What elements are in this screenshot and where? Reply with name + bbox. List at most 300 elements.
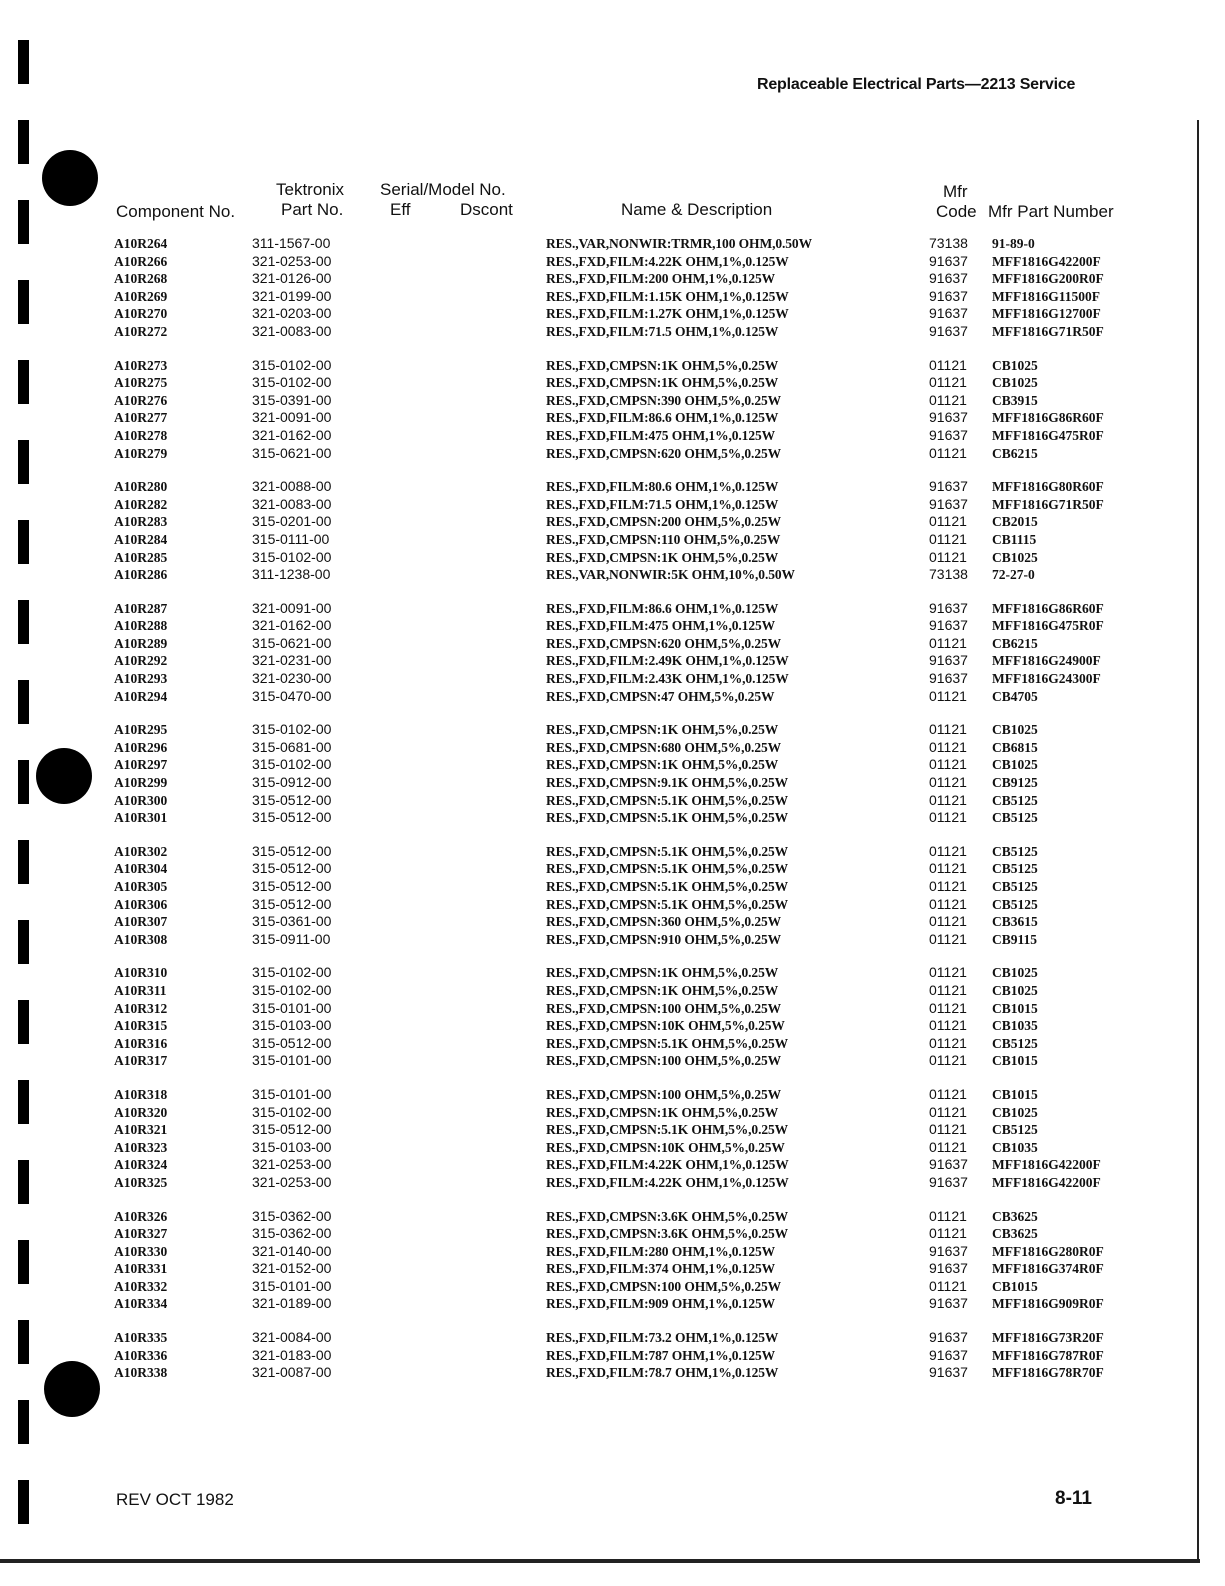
mfr-code: 01121 <box>929 964 967 981</box>
component-no: A10R299 <box>114 775 168 791</box>
col-header-name-desc: Name & Description <box>621 200 773 219</box>
table-row <box>108 1278 1118 1296</box>
mfr-part-number: MFF1816G71R50F <box>992 496 1104 512</box>
mfr-code: 91637 <box>929 252 968 269</box>
mfr-code: 01121 <box>929 374 967 391</box>
name-description: RES.,FXD,CMPSN:910 OHM,5%,0.25W <box>546 931 782 947</box>
mfr-part-number: CB1035 <box>992 1139 1038 1155</box>
name-description: RES.,FXD,FILM:86.6 OHM,1%,0.125W <box>546 410 779 426</box>
tek-part-no: 315-0102-00 <box>252 374 332 391</box>
tek-part-no: 321-0152-00 <box>252 1260 332 1277</box>
component-no: A10R272 <box>114 323 168 339</box>
table-row <box>108 1121 1118 1139</box>
mfr-code: 01121 <box>929 860 967 877</box>
component-no: A10R335 <box>114 1330 168 1346</box>
name-description: RES.,FXD,CMPSN:100 OHM,5%,0.25W <box>546 1278 782 1294</box>
component-no: A10R312 <box>114 1000 168 1016</box>
mfr-part-number: CB1025 <box>992 965 1038 981</box>
name-description: RES.,FXD,CMPSN:5.1K OHM,5%,0.25W <box>546 1122 789 1138</box>
tek-part-no: 315-0512-00 <box>252 791 332 808</box>
table-row <box>108 513 1118 531</box>
mfr-part-number: 91-89-0 <box>992 236 1035 251</box>
mfr-part-number: MFF1816G909R0F <box>992 1296 1104 1312</box>
mfr-part-number: CB6215 <box>992 445 1038 461</box>
mfr-code: 01121 <box>929 930 967 947</box>
name-description: RES.,VAR,NONWIR:5K OHM,10%,0.50W <box>546 567 795 583</box>
component-no: A10R331 <box>114 1261 168 1277</box>
mfr-code: 01121 <box>929 1017 967 1034</box>
footer-page-number: 8-11 <box>1055 1488 1092 1509</box>
name-description: RES.,FXD,FILM:909 OHM,1%,0.125W <box>546 1296 776 1312</box>
tek-part-no: 315-0512-00 <box>252 1121 332 1138</box>
mfr-code: 91637 <box>929 1173 968 1190</box>
name-description: RES.,FXD,CMPSN:100 OHM,5%,0.25W <box>546 1053 782 1069</box>
tek-part-no: 321-0083-00 <box>252 322 332 339</box>
tek-part-no: 315-0101-00 <box>252 1085 332 1102</box>
binding-mark <box>18 200 29 244</box>
component-no: A10R273 <box>114 357 168 373</box>
component-no: A10R266 <box>114 253 168 269</box>
component-no: A10R285 <box>114 549 168 565</box>
name-description: RES.,FXD,CMPSN:10K OHM,5%,0.25W <box>546 1139 785 1155</box>
mfr-part-number: MFF1816G280R0F <box>992 1243 1104 1259</box>
tek-part-no: 311-1238-00 <box>252 566 331 583</box>
mfr-part-number: CB5125 <box>992 1035 1038 1051</box>
binding-mark <box>18 840 29 884</box>
table-row <box>108 392 1118 410</box>
component-no: A10R269 <box>114 288 168 304</box>
mfr-part-number: MFF1816G787R0F <box>992 1347 1104 1363</box>
mfr-code: 91637 <box>929 652 968 669</box>
col-header-mfr-2: Code <box>936 202 977 221</box>
component-no: A10R294 <box>114 688 168 704</box>
table-row <box>108 1017 1118 1035</box>
table-row <box>108 357 1118 375</box>
binding-mark <box>18 520 29 564</box>
name-description: RES.,FXD,FILM:4.22K OHM,1%,0.125W <box>546 1174 789 1190</box>
tek-part-no: 321-0091-00 <box>252 409 332 426</box>
name-description: RES.,FXD,FILM:1.15K OHM,1%,0.125W <box>546 288 789 304</box>
binding-mark <box>18 760 29 804</box>
table-row <box>108 913 1118 931</box>
binding-mark <box>18 600 29 644</box>
component-no: A10R279 <box>114 445 168 461</box>
mfr-code: 01121 <box>929 738 967 755</box>
component-no: A10R325 <box>114 1174 168 1190</box>
tek-part-no: 315-0621-00 <box>252 444 332 461</box>
mfr-part-number: MFF1816G24300F <box>992 671 1101 687</box>
tek-part-no: 315-0102-00 <box>252 356 332 373</box>
mfr-part-number: CB3915 <box>992 392 1038 408</box>
mfr-code: 91637 <box>929 495 968 512</box>
tek-part-no: 315-0102-00 <box>252 756 332 773</box>
name-description: RES.,FXD,CMPSN:5.1K OHM,5%,0.25W <box>546 861 789 877</box>
component-no: A10R278 <box>114 427 168 443</box>
name-description: RES.,FXD,FILM:1.27K OHM,1%,0.125W <box>546 306 789 322</box>
table-row <box>108 982 1118 1000</box>
table-row <box>108 1243 1118 1261</box>
name-description: RES.,FXD,FILM:78.7 OHM,1%,0.125W <box>546 1365 779 1381</box>
name-description: RES.,FXD,CMPSN:1K OHM,5%,0.25W <box>546 375 779 391</box>
table-row <box>108 600 1118 618</box>
mfr-part-number: CB5125 <box>992 792 1038 808</box>
table-row <box>108 1104 1118 1122</box>
name-description: RES.,FXD,FILM:4.22K OHM,1%,0.125W <box>546 1157 789 1173</box>
component-no: A10R311 <box>114 982 167 998</box>
binding-mark <box>18 1000 29 1044</box>
table-row <box>108 860 1118 878</box>
mfr-code: 91637 <box>929 270 968 287</box>
mfr-code: 01121 <box>929 1207 967 1224</box>
tek-part-no: 321-0162-00 <box>252 426 332 443</box>
component-no: A10R295 <box>114 722 168 738</box>
table-row <box>108 478 1118 496</box>
name-description: RES.,FXD,CMPSN:680 OHM,5%,0.25W <box>546 739 782 755</box>
tek-part-no: 315-0512-00 <box>252 809 332 826</box>
binding-mark <box>18 920 29 964</box>
binding-mark <box>18 1080 29 1124</box>
component-no: A10R282 <box>114 496 168 512</box>
tek-part-no: 315-0621-00 <box>252 634 332 651</box>
name-description: RES.,FXD,CMPSN:5.1K OHM,5%,0.25W <box>546 1035 789 1051</box>
table-row <box>108 270 1118 288</box>
mfr-part-number: CB2015 <box>992 514 1038 530</box>
table-row <box>108 323 1118 341</box>
mfr-part-number: CB5125 <box>992 896 1038 912</box>
mfr-code: 91637 <box>929 1364 968 1381</box>
binding-mark <box>18 280 29 324</box>
tek-part-no: 321-0162-00 <box>252 617 332 634</box>
name-description: RES.,FXD,FILM:86.6 OHM,1%,0.125W <box>546 600 779 616</box>
table-row <box>108 549 1118 567</box>
component-no: A10R318 <box>114 1086 168 1102</box>
table-row <box>108 1260 1118 1278</box>
mfr-part-number: CB1025 <box>992 375 1038 391</box>
mfr-code: 91637 <box>929 305 968 322</box>
component-no: A10R293 <box>114 671 168 687</box>
name-description: RES.,FXD,FILM:4.22K OHM,1%,0.125W <box>546 253 789 269</box>
mfr-code: 01121 <box>929 791 967 808</box>
tek-part-no: 321-0084-00 <box>252 1329 332 1346</box>
tek-part-no: 321-0199-00 <box>252 287 332 304</box>
table-row <box>108 1086 1118 1104</box>
name-description: RES.,FXD,CMPSN:5.1K OHM,5%,0.25W <box>546 792 789 808</box>
component-no: A10R330 <box>114 1243 168 1259</box>
component-no: A10R296 <box>114 739 168 755</box>
mfr-code: 91637 <box>929 1295 968 1312</box>
tek-part-no: 321-0126-00 <box>252 270 332 287</box>
tek-part-no: 321-0087-00 <box>252 1364 332 1381</box>
component-no: A10R302 <box>114 843 168 859</box>
mfr-code: 91637 <box>929 670 968 687</box>
table-row <box>108 964 1118 982</box>
mfr-code: 01121 <box>929 913 967 930</box>
mfr-code: 91637 <box>929 322 968 339</box>
tek-part-no: 315-0101-00 <box>252 999 332 1016</box>
component-no: A10R280 <box>114 479 168 495</box>
component-no: A10R270 <box>114 306 168 322</box>
col-header-dscont: Dscont <box>460 200 513 219</box>
mfr-part-number: CB4705 <box>992 688 1038 704</box>
mfr-part-number: MFF1816G73R20F <box>992 1330 1104 1346</box>
row-group <box>108 357 1118 463</box>
mfr-part-number: CB1025 <box>992 1104 1038 1120</box>
table-row <box>108 878 1118 896</box>
tek-part-no: 315-0102-00 <box>252 964 332 981</box>
mfr-code: 01121 <box>929 842 967 859</box>
table-row <box>108 409 1118 427</box>
table-row <box>108 1225 1118 1243</box>
table-row <box>108 288 1118 306</box>
tek-part-no: 315-0102-00 <box>252 721 332 738</box>
binding-mark <box>18 1400 29 1444</box>
mfr-code: 91637 <box>929 599 968 616</box>
mfr-code: 73138 <box>929 566 968 583</box>
name-description: RES.,FXD,CMPSN:3.6K OHM,5%,0.25W <box>546 1208 789 1224</box>
mfr-part-number: CB1115 <box>992 531 1037 547</box>
mfr-part-number: CB1025 <box>992 982 1038 998</box>
component-no: A10R283 <box>114 514 168 530</box>
table-row <box>108 496 1118 514</box>
table-row <box>108 670 1118 688</box>
name-description: RES.,FXD,CMPSN:110 OHM,5%,0.25W <box>546 531 781 547</box>
name-description: RES.,FXD,CMPSN:47 OHM,5%,0.25W <box>546 688 775 704</box>
mfr-part-number: MFF1816G12700F <box>992 306 1101 322</box>
mfr-code: 01121 <box>929 1085 967 1102</box>
component-no: A10R323 <box>114 1139 168 1155</box>
mfr-code: 01121 <box>929 721 967 738</box>
component-no: A10R288 <box>114 618 168 634</box>
component-no: A10R317 <box>114 1053 168 1069</box>
component-no: A10R334 <box>114 1296 168 1312</box>
tek-part-no: 315-0201-00 <box>252 513 332 530</box>
row-group <box>108 1208 1118 1314</box>
punch-hole <box>36 748 92 804</box>
tek-part-no: 315-0512-00 <box>252 878 332 894</box>
component-no: A10R327 <box>114 1226 168 1242</box>
tek-part-no: 321-0183-00 <box>252 1346 332 1363</box>
binding-mark <box>18 360 29 404</box>
mfr-part-number: CB5125 <box>992 861 1038 877</box>
mfr-code: 01121 <box>929 1225 967 1242</box>
col-header-mfr-1: Mfr <box>943 182 968 201</box>
mfr-code: 73138 <box>929 235 968 251</box>
mfr-part-number: 72-27-0 <box>992 567 1035 583</box>
row-group <box>108 235 1118 341</box>
table-row <box>108 1295 1118 1313</box>
mfr-code: 01121 <box>929 1103 967 1120</box>
table-row <box>108 774 1118 792</box>
component-no: A10R306 <box>114 896 168 912</box>
mfr-code: 01121 <box>929 391 967 408</box>
mfr-part-number: MFF1816G374R0F <box>992 1261 1104 1277</box>
binding-mark <box>18 1240 29 1284</box>
parts-table <box>108 235 1118 1398</box>
col-header-eff: Eff <box>390 200 411 219</box>
mfr-part-number: MFF1816G86R60F <box>992 410 1104 426</box>
name-description: RES.,FXD,CMPSN:5.1K OHM,5%,0.25W <box>546 879 789 894</box>
mfr-code: 91637 <box>929 1346 968 1363</box>
mfr-part-number: CB6215 <box>992 635 1038 651</box>
tek-part-no: 315-0362-00 <box>252 1207 332 1224</box>
table-row <box>108 739 1118 757</box>
name-description: RES.,FXD,CMPSN:100 OHM,5%,0.25W <box>546 1000 782 1016</box>
name-description: RES.,FXD,FILM:71.5 OHM,1%,0.125W <box>546 323 779 339</box>
component-no: A10R320 <box>114 1104 168 1120</box>
mfr-part-number: CB1025 <box>992 722 1038 738</box>
name-description: RES.,FXD,FILM:2.43K OHM,1%,0.125W <box>546 671 789 687</box>
table-row <box>108 756 1118 774</box>
mfr-code: 01121 <box>929 634 967 651</box>
table-row <box>108 896 1118 914</box>
component-no: A10R305 <box>114 879 168 894</box>
name-description: RES.,FXD,CMPSN:1K OHM,5%,0.25W <box>546 982 779 998</box>
name-description: RES.,FXD,FILM:374 OHM,1%,0.125W <box>546 1261 776 1277</box>
name-description: RES.,FXD,CMPSN:9.1K OHM,5%,0.25W <box>546 775 789 791</box>
col-header-component: Component No. <box>116 202 236 221</box>
mfr-part-number: CB1025 <box>992 357 1038 373</box>
mfr-part-number: MFF1816G475R0F <box>992 427 1104 443</box>
page-header-title: Replaceable Electrical Parts—2213 Service <box>757 76 1076 93</box>
mfr-part-number: CB3615 <box>992 914 1038 930</box>
name-description: RES.,FXD,FILM:73.2 OHM,1%,0.125W <box>546 1330 779 1346</box>
mfr-part-number: MFF1816G71R50F <box>992 323 1104 339</box>
mfr-part-number: MFF1816G42200F <box>992 253 1101 269</box>
row-group <box>108 1329 1118 1382</box>
mfr-part-number: CB9125 <box>992 775 1038 791</box>
name-description: RES.,FXD,CMPSN:1K OHM,5%,0.25W <box>546 757 779 773</box>
tek-part-no: 321-0230-00 <box>252 670 332 687</box>
tek-part-no: 315-0911-00 <box>252 930 331 947</box>
tek-part-no: 315-0103-00 <box>252 1138 332 1155</box>
table-row <box>108 253 1118 271</box>
tek-part-no: 315-0101-00 <box>252 1277 332 1294</box>
name-description: RES.,FXD,CMPSN:5.1K OHM,5%,0.25W <box>546 896 789 912</box>
mfr-part-number: MFF1816G42200F <box>992 1157 1101 1173</box>
table-row <box>108 305 1118 323</box>
mfr-part-number: CB6815 <box>992 739 1038 755</box>
mfr-code: 91637 <box>929 1156 968 1173</box>
name-description: RES.,FXD,FILM:2.49K OHM,1%,0.125W <box>546 653 789 669</box>
table-row <box>108 617 1118 635</box>
name-description: RES.,FXD,FILM:200 OHM,1%,0.125W <box>546 271 776 287</box>
tek-part-no: 315-0102-00 <box>252 1103 332 1120</box>
mfr-part-number: CB1015 <box>992 1086 1038 1102</box>
name-description: RES.,FXD,CMPSN:390 OHM,5%,0.25W <box>546 392 782 408</box>
component-no: A10R277 <box>114 410 168 426</box>
table-row <box>108 1364 1118 1382</box>
name-description: RES.,FXD,FILM:80.6 OHM,1%,0.125W <box>546 479 779 495</box>
col-header-serial: Serial/Model No. <box>380 180 506 199</box>
tek-part-no: 321-0203-00 <box>252 305 332 322</box>
mfr-code: 91637 <box>929 426 968 443</box>
mfr-code: 01121 <box>929 756 967 773</box>
component-no: A10R304 <box>114 861 168 877</box>
tek-part-no: 315-0512-00 <box>252 842 332 859</box>
binding-mark <box>18 680 29 724</box>
tek-part-no: 321-0231-00 <box>252 652 332 669</box>
table-row <box>108 688 1118 706</box>
mfr-code: 01121 <box>929 981 967 998</box>
component-no: A10R292 <box>114 653 168 669</box>
mfr-code: 01121 <box>929 548 967 565</box>
mfr-part-number: MFF1816G200R0F <box>992 271 1104 287</box>
col-header-tek-part-1: Tektronix <box>276 180 345 199</box>
component-no: A10R289 <box>114 635 168 651</box>
mfr-code: 91637 <box>929 1260 968 1277</box>
name-description: RES.,FXD,CMPSN:1K OHM,5%,0.25W <box>546 357 779 373</box>
tek-part-no: 321-0253-00 <box>252 1173 332 1190</box>
mfr-part-number: CB1015 <box>992 1278 1038 1294</box>
name-description: RES.,FXD,CMPSN:620 OHM,5%,0.25W <box>546 445 782 461</box>
mfr-code: 01121 <box>929 878 967 894</box>
tek-part-no: 321-0253-00 <box>252 1156 332 1173</box>
tek-part-no: 321-0140-00 <box>252 1242 332 1259</box>
page-edge <box>0 1559 1200 1563</box>
name-description: RES.,FXD,CMPSN:5.1K OHM,5%,0.25W <box>546 810 789 826</box>
mfr-code: 91637 <box>929 478 968 495</box>
tek-part-no: 321-0091-00 <box>252 599 332 616</box>
mfr-code: 01121 <box>929 774 967 791</box>
component-no: A10R264 <box>114 236 168 251</box>
mfr-part-number: MFF1816G80R60F <box>992 479 1104 495</box>
tek-part-no: 315-0681-00 <box>252 738 332 755</box>
name-description: RES.,FXD,FILM:475 OHM,1%,0.125W <box>546 618 776 634</box>
row-group <box>108 1086 1118 1192</box>
name-description: RES.,FXD,CMPSN:1K OHM,5%,0.25W <box>546 1104 779 1120</box>
component-no: A10R276 <box>114 392 168 408</box>
punch-hole <box>42 150 98 206</box>
mfr-part-number: MFF1816G78R70F <box>992 1365 1104 1381</box>
tek-part-no: 315-0103-00 <box>252 1017 332 1034</box>
col-header-mfr-part: Mfr Part Number <box>988 202 1114 221</box>
mfr-part-number: CB5125 <box>992 879 1038 894</box>
name-description: RES.,FXD,CMPSN:360 OHM,5%,0.25W <box>546 914 782 930</box>
binding-mark <box>18 40 29 84</box>
mfr-code: 91637 <box>929 409 968 426</box>
tek-part-no: 315-0912-00 <box>252 774 332 791</box>
name-description: RES.,FXD,CMPSN:1K OHM,5%,0.25W <box>546 965 779 981</box>
tek-part-no: 315-0102-00 <box>252 548 332 565</box>
tek-part-no: 321-0083-00 <box>252 495 332 512</box>
component-no: A10R332 <box>114 1278 168 1294</box>
name-description: RES.,FXD,CMPSN:5.1K OHM,5%,0.25W <box>546 843 789 859</box>
row-group <box>108 721 1118 827</box>
mfr-code: 01121 <box>929 999 967 1016</box>
mfr-part-number: CB5125 <box>992 1122 1038 1138</box>
mfr-code: 91637 <box>929 1329 968 1346</box>
mfr-code: 01121 <box>929 687 967 704</box>
mfr-code: 01121 <box>929 1138 967 1155</box>
mfr-code: 01121 <box>929 1052 967 1069</box>
col-header-tek-part-2: Part No. <box>281 200 344 219</box>
table-row <box>108 1347 1118 1365</box>
row-group <box>108 600 1118 706</box>
tek-part-no: 311-1567-00 <box>252 235 331 251</box>
table-row <box>108 427 1118 445</box>
row-group <box>108 843 1118 949</box>
name-description: RES.,FXD,FILM:787 OHM,1%,0.125W <box>546 1347 776 1363</box>
mfr-code: 91637 <box>929 617 968 634</box>
mfr-part-number: CB5125 <box>992 810 1038 826</box>
mfr-code: 01121 <box>929 513 967 530</box>
component-no: A10R297 <box>114 757 168 773</box>
tek-part-no: 321-0253-00 <box>252 252 332 269</box>
table-row <box>108 374 1118 392</box>
mfr-code: 01121 <box>929 356 967 373</box>
component-no: A10R301 <box>114 810 168 826</box>
component-no: A10R336 <box>114 1347 168 1363</box>
